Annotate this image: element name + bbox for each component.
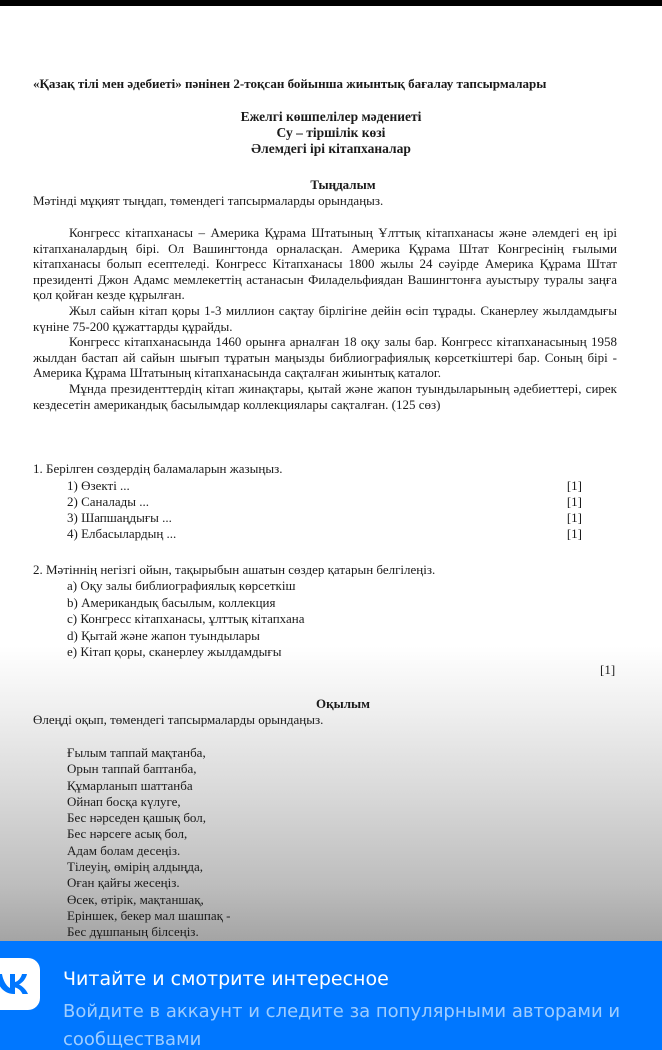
reading-instruction: Өлеңді оқып, төмендегі тапсырмаларды орындаңыз. <box>33 712 324 727</box>
question-2-options <box>67 578 582 661</box>
poem-line: Құмарланып шаттанба <box>67 777 193 793</box>
option-a: a) Оқу залы библиографиялық көрсеткіш <box>67 578 296 593</box>
poem-line: Оған қайғы жесеңіз. <box>67 875 180 891</box>
paragraph-4: Мұнда президенттердің кітап жинақтары, қытай және жапон туындыларының әдебиеттері, сирек кездесетін американдық басылымдар коллекциялары сақталған. (125 сөз) <box>33 380 617 412</box>
question-1-item <box>67 510 582 526</box>
poem-line: Ғылым таппай мақтанба, <box>67 745 206 760</box>
poem-line: Бес нәрсеге асық бол, <box>67 826 188 842</box>
paragraph-2: Жыл сайын кітап қоры 1-3 миллион сақтау бірлігіне дейін өсіп тұрады. Сканерлеу жылдамдығы күніне 75-200 құжаттарды құрайды. <box>33 302 617 334</box>
listening-heading: Тыңдалым <box>310 177 376 192</box>
paragraph-1: Конгресс кітапханасы – Америка Құрама Штатының Ұлттық кітапханасы және әлемдегі ең ірі кітапханалардың бірі. Ол Вашингтонда орналасқан. Америка Құрама Штат Конгресінің ғылыми кітапханасы болып есептеледі. Конгресс Кітапханасы 1800 жылы 24 сәуірде Америка Құрама Штат президенті Джон Адамс мемлекеттің астанасын Филадельфиядан Вашингтонға ауыстыру туралы заңға қол қойған кезде құрылған. <box>33 225 617 303</box>
document-subtitles <box>0 109 662 157</box>
subtitle-1: Ежелгі көшпелілер мәдениеті <box>240 109 422 124</box>
option-c: c) Конгресс кітапханасы, ұлттық кітапхана <box>67 611 305 626</box>
poem-line: Адам болам десеңіз. <box>67 842 181 858</box>
poem-line: Бес нәрседен қашық бол, <box>67 810 207 826</box>
option-e: e) Кітап қоры, сканерлеу жылдамдығы <box>67 644 282 659</box>
poem <box>67 745 231 941</box>
item-mark: [1] <box>566 478 582 493</box>
question-1-item <box>67 494 582 510</box>
vk-banner-title: Читайте и смотрите интересное <box>63 968 389 990</box>
reading-heading: Оқылым <box>315 696 371 711</box>
vk-login-banner[interactable] <box>0 941 662 1050</box>
item-label: 1) Өзекті ... <box>67 478 130 493</box>
option-d: d) Қытай және жапон туындылары <box>67 627 260 643</box>
poem-line: Өсек, өтірік, мақтаншақ, <box>67 891 204 907</box>
poem-line: Бес дұшпаның білсеңіз. <box>67 924 199 940</box>
question-1-item <box>67 526 582 542</box>
subtitle-3: Әлемдегі ірі кітапханалар <box>251 141 411 156</box>
item-label: 2) Саналады ... <box>67 494 149 509</box>
question-1-items <box>67 478 582 542</box>
poem-line: Тілеуің, өмірің алдыңда, <box>67 859 204 875</box>
document-title: «Қазақ тілі мен әдебиеті» пәнінен 2-тоқсан бойынша жиынтық бағалау тапсырмалары <box>33 76 547 91</box>
listening-text <box>33 225 617 412</box>
poem-line: Ойнап босқа күлуге, <box>67 793 181 809</box>
item-label: 4) Елбасылардың ... <box>67 526 177 541</box>
question-1-text: 1. Берілген сөздердің баламаларын жазыңыз. <box>33 461 283 476</box>
question-1-item <box>67 478 582 494</box>
item-mark: [1] <box>566 526 582 541</box>
question-2-text: 2. Мәтіннің негізгі ойын, тақырыбын ашатын сөздер қатарын белгілеңіз. <box>33 562 436 577</box>
vk-logo-icon <box>0 958 40 1010</box>
poem-line: Орын таппай баптанба, <box>67 761 197 777</box>
document-page <box>0 6 662 1050</box>
listening-instruction: Мәтінді мұқият тыңдап, төмендегі тапсырмаларды орындаңыз. <box>33 193 384 208</box>
item-mark: [1] <box>566 494 582 509</box>
item-mark: [1] <box>566 510 582 525</box>
poem-line: Еріншек, бекер мал шашпақ - <box>67 907 231 923</box>
item-label: 3) Шапшаңдығы ... <box>67 510 172 525</box>
paragraph-3: Конгресс кітапханасында 1460 орынға арналған 18 оқу залы бар. Конгресс кітапханасының 1958 жылдан бастап ай сайын шығып тұратын маңызды библиографиялық көрсеткіштері бар. Соның бірі - Америка Құрама Штатының кітапханасында сақталған жиынтық каталог. <box>33 334 617 381</box>
option-b: b) Американдық басылым, коллекция <box>67 594 276 610</box>
question-2-mark: [1] <box>600 662 616 677</box>
subtitle-2: Су – тіршілік көзі <box>276 125 386 140</box>
vk-banner-subtitle: Войдите в аккаунт и следите за популярными авторами и сообществами <box>63 1001 621 1050</box>
